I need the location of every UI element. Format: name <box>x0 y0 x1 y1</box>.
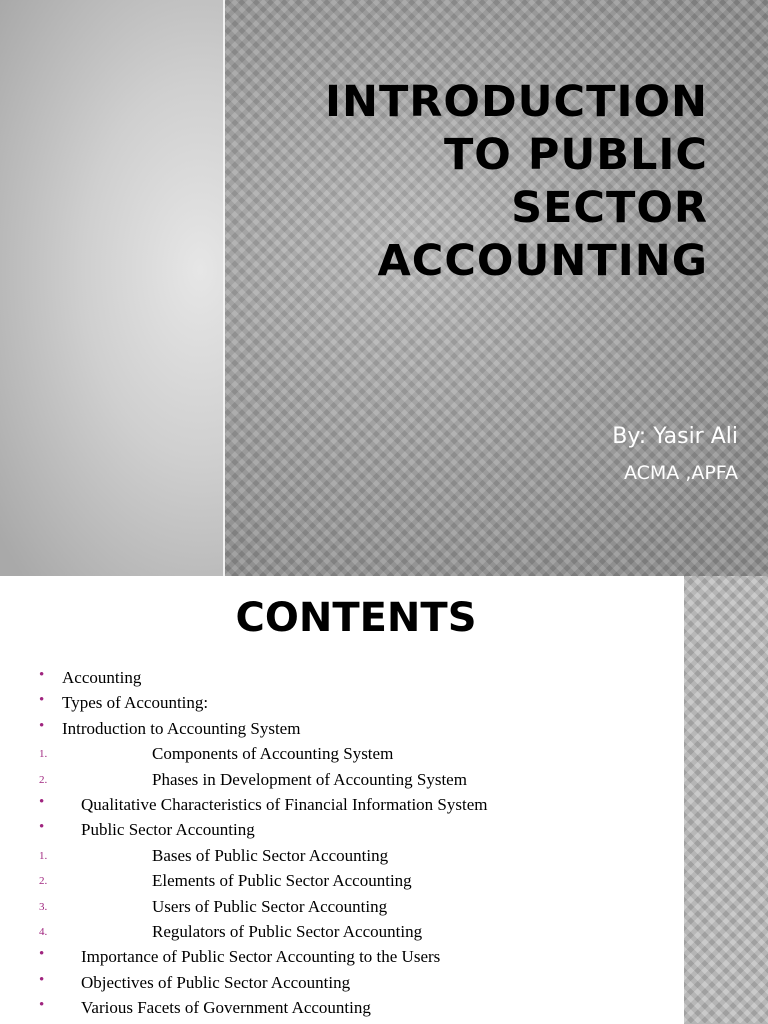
contents-item-text: Regulators of Public Sector Accounting <box>152 921 423 941</box>
contents-item-text: Objectives of Public Sector Accounting <box>81 972 351 992</box>
contents-item-text: Qualitative Characteristics of Financial Information System <box>81 794 488 814</box>
presentation-title <box>228 76 708 288</box>
title-line: ACCOUNTING <box>377 236 708 286</box>
contents-item <box>0 970 684 995</box>
bullet-marker: • <box>39 717 45 734</box>
bullet-marker: • <box>39 793 45 810</box>
number-marker: 2. <box>39 773 48 786</box>
contents-item-text: Phases in Development of Accounting System <box>152 769 467 789</box>
number-marker: 3. <box>39 900 48 913</box>
title-line: TO PUBLIC <box>443 130 708 180</box>
contents-item-text: Components of Accounting System <box>152 744 394 764</box>
contents-item <box>0 792 684 817</box>
contents-item-text: Public Sector Accounting <box>81 820 255 840</box>
contents-item <box>0 817 684 842</box>
contents-item-text: Various Facets of Government Accounting <box>81 998 371 1018</box>
contents-subitem <box>0 894 684 919</box>
contents-subitem <box>0 767 684 792</box>
author-credentials: ACMA ,APFA <box>623 462 738 484</box>
contents-item <box>0 995 684 1020</box>
author-name: By: Yasir Ali <box>612 424 738 449</box>
contents-item-text: Bases of Public Sector Accounting <box>152 845 389 865</box>
contents-subitem <box>0 741 684 766</box>
contents-subitem <box>0 868 684 893</box>
bullet-marker: • <box>39 692 45 709</box>
contents-subitem <box>0 843 684 868</box>
bullet-marker: • <box>39 667 45 683</box>
title-line: SECTOR <box>511 183 708 233</box>
contents-item <box>0 944 684 969</box>
contents-item-text: Elements of Public Sector Accounting <box>152 871 412 891</box>
title-line: INTRODUCTION <box>324 77 708 127</box>
bullet-marker: • <box>39 946 45 963</box>
number-marker: 2. <box>39 875 48 888</box>
contents-slide-side-band <box>684 576 768 1024</box>
contents-item <box>0 665 684 690</box>
contents-item <box>0 716 684 741</box>
number-marker: 1. <box>39 849 48 862</box>
contents-item-text: Types of Accounting: <box>62 693 209 713</box>
contents-subitem <box>0 919 684 944</box>
contents-heading: CONTENTS <box>235 595 477 641</box>
bullet-marker: • <box>39 971 45 988</box>
contents-item-text: Users of Public Sector Accounting <box>152 896 388 916</box>
bullet-marker: • <box>39 997 45 1014</box>
title-slide-left-panel <box>0 0 223 576</box>
number-marker: 4. <box>39 925 48 938</box>
contents-item-text: Introduction to Accounting System <box>62 718 301 738</box>
number-marker: 1. <box>39 748 48 761</box>
contents-item-text: Importance of Public Sector Accounting to the Users <box>81 947 441 967</box>
contents-item <box>0 690 684 715</box>
bullet-marker: • <box>39 819 45 836</box>
contents-slide <box>0 576 768 1024</box>
contents-item-text: Accounting <box>62 668 142 687</box>
contents-list <box>0 665 684 1020</box>
